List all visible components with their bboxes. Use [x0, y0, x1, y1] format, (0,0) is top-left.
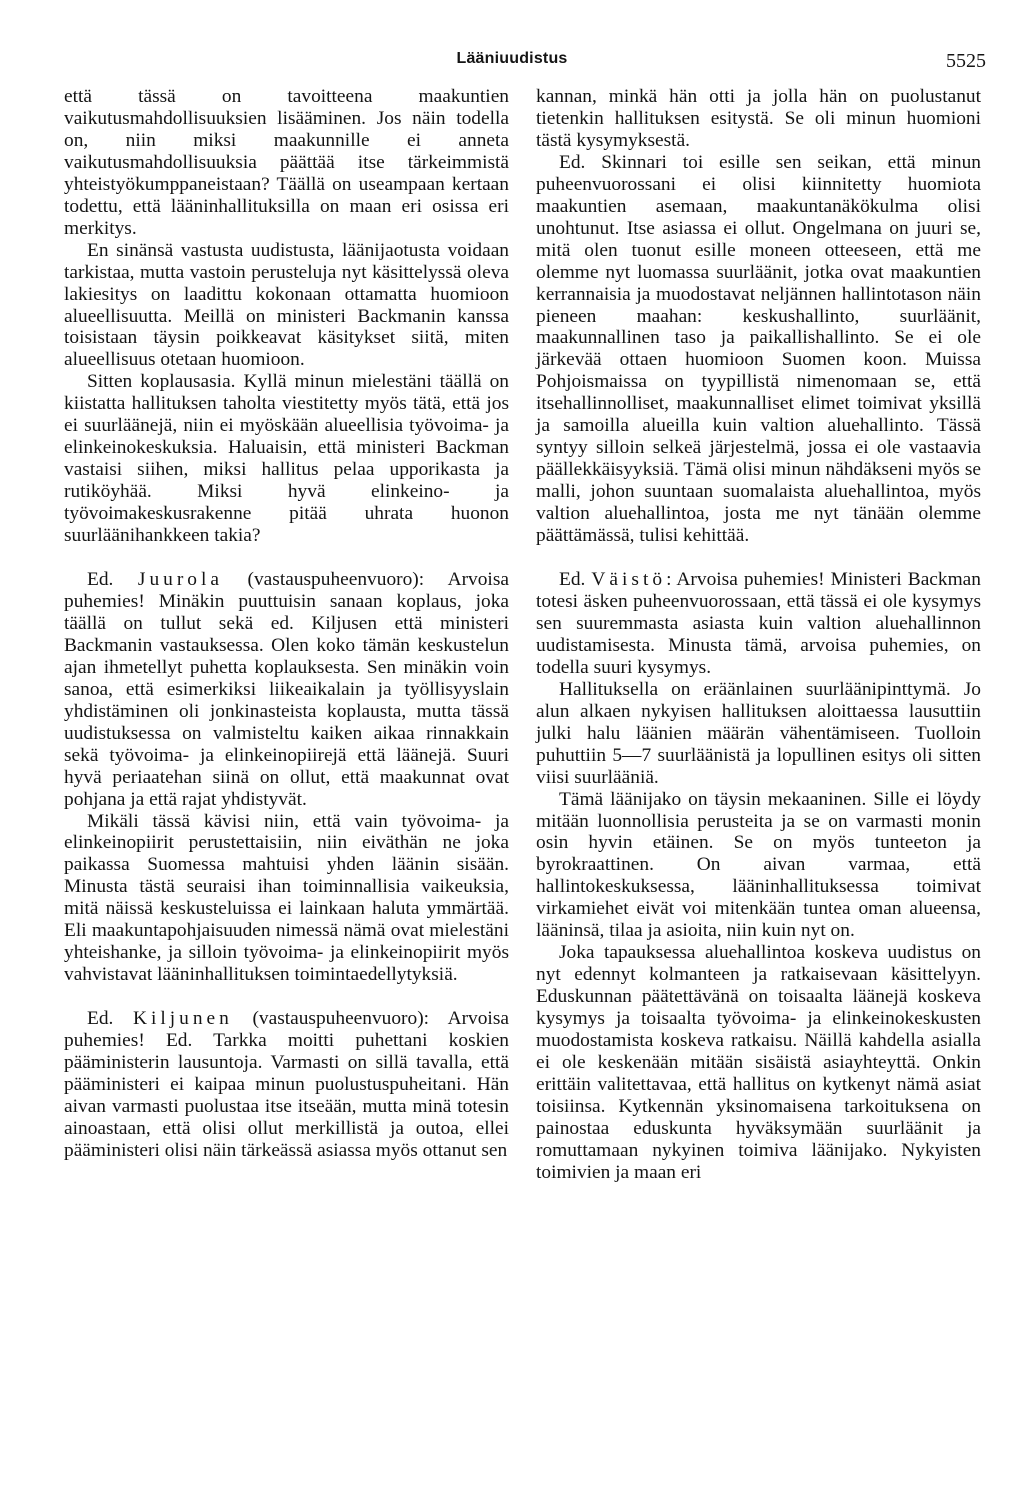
paragraph: Mikäli tässä kävisi niin, että vain työvoima- ja elinkeinopiirit perustettaisiin, niin eiväthän ne joka paikassa Suomessa mahtuisi yhden läänin sisään. Minusta tästä seuraisi ihan toiminnallisia vaikeuksia, mitä näissä keskusteluissa ei lainkaan haluta ymmärtää. Eli maakuntapohjaisuuden nimessä nämä ovat mielestäni yhteishanke, ja silloin työvoima- ja elinkeinopiirit myös vahvistavat lääninhallituksen toimintaedellytyksiä.	[64, 810, 509, 986]
speech-vaisto	[536, 569, 981, 679]
left-column	[64, 86, 509, 1162]
speaker-prefix: Ed.	[87, 569, 114, 591]
paragraph: että tässä on tavoitteena maakuntien vaikutusmahdollisuuksien lisääminen. Jos näin todella on, niin miksi maakunnille ei anneta vaikutusmahdollisuuksia päättää itse tärkeimmistä yhteistyökumppaneistaan? Täällä on useampaan kertaan todettu, että lääninhallituksilla on maan eri osissa eri merkitys.	[64, 86, 509, 239]
speaker-name: Juurola	[137, 569, 223, 591]
page-number: 5525	[946, 50, 986, 72]
speaker-name: Väistö	[591, 569, 667, 591]
speaker-name: Kiljunen	[132, 1008, 233, 1030]
paragraph: kannan, minkä hän otti ja jolla hän on puolustanut tietenkin hallituksen esitystä. Se oli minun huomioni tästä kysymyksestä.	[536, 86, 981, 151]
speech-text: (vastauspuheenvuoro): Arvoisa puhemies! Ed. Tarkka moitti puhettani koskien pääministerin lausuntoja. Varmasti on sillä tavalla, että pääministeri ei kaipaa minun puolustuspuheitani. Hän aivan varmasti puolustaa itse itseään, mutta minä totesin ainoastaan, että olisi ollut merkillistä ja outoa, ellei pääministeri olisi näin tärkeässä asiassa myös ottanut sen	[64, 1008, 509, 1161]
speech-juurola	[64, 569, 509, 810]
right-column	[536, 86, 981, 1184]
paragraph: Joka tapauksessa aluehallintoa koskeva uudistus on nyt edennyt kolmanteen ja ratkaisevaan käsittelyyn. Eduskunnan päätettävänä on toisaalta läänejä koskeva kysymys ja toisaalta työvoima- ja elinkeinokeskusten muodostamista koskeva ratkaisu. Näillä kahdella asialla ei ole keskenään mitään sisäistä asiayhteyttä. Onkin erittäin valitettavaa, että hallitus on kytkenyt nämä asiat toisiinsa. Kytkennän yksinomaisena tarkoituksena on painostaa eduskunta hyväksymään suurläänit ja romuttamaan nykyinen toimiva läänijako. Nykyisten toimivien ja maan eri	[536, 942, 981, 1183]
paragraph: En sinänsä vastusta uudistusta, läänijaotusta voidaan tarkistaa, mutta vastoin perusteluja nyt käsittelyssä oleva lakiesitys on laadittu kokonaan ottamatta huomioon alueellisuutta. Meillä on ministeri Backmanin kanssa toisistaan täysin poikkeavat käsitykset siitä, miten alueellisuus otetaan huomioon.	[64, 239, 509, 371]
paragraph: Hallituksella on eräänlainen suurläänipinttymä. Jo alun alkaen nykyisen hallituksen aloittaessa lausuttiin julki halu läänien määrän vähentämiseen. Tuolloin puhuttiin 5—7 suurläänistä ja lopullinen esitys oli sitten viisi suurlääniä.	[536, 678, 981, 788]
speaker-prefix: Ed.	[87, 1008, 114, 1030]
paragraph: Ed. Skinnari toi esille sen seikan, että minun puheenvuorossani ei olisi kiinnitetty huomiota maakuntien asemaan, maakuntanäkökulma olisi unohtunut. Itse asiassa ei ollut. Ongelmana on juuri se, mitä olen tuonut esille moneen otteeseen, että me olemme nyt luomassa suurläänit, jotka ovat maakuntien kerrannaisia ja muodostavat neljännen hallintotason näin pieneen maahan: keskushallinto, suurläänit, maakunnallinen taso ja paikallishallinto. Se ei ole järkevää ottaen huomioon Suomen koon. Muissa Pohjoismaissa on tyypillistä nimenomaan se, että itsehallinnolliset, maakunnalliset elimet toimivat yksillä ja samoilla alueilla kuin valtion aluehallinto. Tässä syntyy silloin selkeä järjestelmä, jossa ei ole vastaavia päällekkäisyyksiä. Tämä olisi minun nähdäkseni myös se malli, johon suuntaan suomalaista aluehallintoa, myös valtion aluehallintoa, josta me nyt tänään olemme päättämässä, tulisi kehittää.	[536, 151, 981, 547]
paragraph: Sitten koplausasia. Kyllä minun mielestäni täällä on kiistatta hallituksen taholta viestitetty myös tätä, että jos ei suurläänejä, niin ei myöskään alueellisia työvoima- ja elinkeinokeskuksia. Haluaisin, että ministeri Backman vastaisi siihen, miksi hallitus pelaa upporikasta ja rutiköyhää. Miksi hyvä elinkeino- ja työvoimakeskusrakenne pitää uhrata huonon suurläänihankkeen takia?	[64, 371, 509, 547]
running-header-title: Lääniuudistus	[456, 50, 568, 67]
paragraph: Tämä läänijako on täysin mekaaninen. Sille ei löydy mitään luonnollisia perusteita ja se on varmasti monin osin hyvin etäinen. Se on myös tunteeton ja byrokraattinen. On aivan varmaa, että hallintokeskuksessa, lääninhallituksessa toimivat virkamiehet eivät voi mitenkään tuntea oman alueensa, lääninsä, tilaa ja asioita, niin kuin nyt on.	[536, 788, 981, 942]
speaker-prefix: Ed.	[559, 569, 586, 591]
speech-text: : Arvoisa puhemies! Ministeri Backman totesi äsken puheenvuorossaan, että tässä ei ole kysymys sen suuremmasta asiasta kuin valtion aluehallinnon uudistamisesta. Minusta tämä, arvoisa puhemies, on todella suuri kysymys.	[536, 569, 981, 678]
speech-text: (vastauspuheenvuoro): Arvoisa puhemies! Minäkin puuttuisin sanaan koplaus, joka täällä on tullut sekä ed. Kiljusen että ministeri Backmanin vastauksessa. Olen koko tämän keskustelun ajan ihmetellyt puhetta koplauksesta. Sen minäkin voin sanoa, että esimerkiksi liikeaikalain ja työllisyyslain yhdistäminen oli jonkinasteista koplausta, mutta tässä uudistuksessa on valmisteltu kaiken aikaa rinnakkain sekä työvoima- ja elinkeinopiirejä että läänejä. Suuri hyvä periaatehan siinä on ollut, että maakunnat ovat pohjana ja että rajat yhdistyvät.	[64, 569, 509, 810]
speech-kiljunen	[64, 1008, 509, 1162]
